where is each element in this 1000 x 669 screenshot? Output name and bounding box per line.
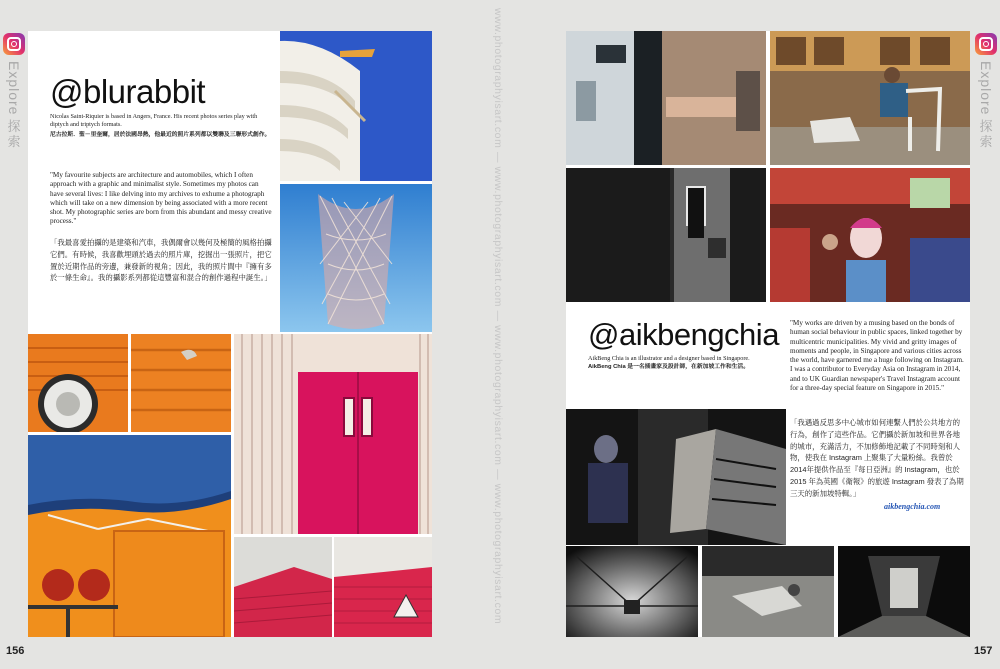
quote-en: "My works are driven by a musing based on the bonds of human social behaviour in public spaces, linked together by multicentric municipalities. My vivid and gritty images of moments and people, in Singapore and various cities across the world, have garnered me a huge following on Instagram. I was a contributor to Everyday Asia on Instagram in 2014, and to UK Guardian newspaper's Travel Instagram account for a three-day special feature on Singapore in 2015." xyxy=(790,319,964,393)
left-sidebar xyxy=(0,31,28,149)
instagram-icon xyxy=(975,33,997,55)
photo-bathroom-sleeper xyxy=(566,31,766,165)
bio-zh: AikBeng Chia 是一名插畫家及設計師，在新加坡工作和生活。 xyxy=(588,364,750,370)
photo-bw-man-lying xyxy=(702,546,834,637)
photo-orange-van-tarp xyxy=(28,435,231,637)
photo-pink-doors xyxy=(234,334,432,534)
explore-label: Explore xyxy=(6,61,22,116)
right-sidebar xyxy=(972,31,1000,149)
website-link[interactable]: aikbengchia.com xyxy=(884,502,941,511)
bio-zh: 尼古拉斯．聖－里奎爾，居於法國昂熱，他最近的照片系列都以雙聯及三聯形式創作。 xyxy=(50,132,271,138)
photo-lattice-tower xyxy=(280,184,432,332)
gutter-watermark: www.photographyisart.com — www.photographyisart.com — www.photographyisart.com — www.photographyisart.com xyxy=(492,8,504,625)
photo-man-in-chair xyxy=(770,31,970,165)
page-number-right: 157 xyxy=(974,645,993,657)
photo-opera-performer xyxy=(770,168,970,302)
photo-red-wall-sign xyxy=(334,537,432,637)
photo-dark-stairwell xyxy=(566,409,786,545)
profile-handle: @aikbengchia xyxy=(588,317,779,352)
quote-zh: 「我最喜愛拍攝的是建築和汽車，我偶爾會以幾何及極簡的風格拍攝它們。有時候，我喜歡埋頭於過去的照片庫，挖掘出一張照片，把它置於近期作品的旁邊，兼發新的視角；因此，我的照片間中『擁有多於一條生命』。我的攝影系列都從這豐富和混合的創作過程中誕生。」 xyxy=(50,238,272,283)
quote-en: "My favourite subjects are architecture and automobiles, which I often approach with a graphic and minimalist style. Sometimes my photos can have several lives: I like delving into my archives to exhume a photograph which will take on a new dimension by being associated with a more recent shot. My photographic series are born from this abundant and messy creative process." xyxy=(50,171,272,226)
photo-orange-car-panel xyxy=(131,334,231,432)
instagram-icon xyxy=(3,33,25,55)
profile-handle: @blurabbit xyxy=(50,73,206,110)
quote-zh: 「我遇過反思多中心城市如何連繫人們於公共地方的行為，創作了這些作品。它們攝於新加坡和世界各地的城市，充滿活力，不加修飾地記載了不同時刻和人物，使我在 Instagram 上聚集了大量粉絲。我曾於2014年提供作品至『每日亞洲』的 Instagram，也於 2015 年為英國《衛報》的旅遊 Instagram 發表了為期三天的新加坡特輯。」 xyxy=(790,418,964,498)
bio-en: Nicolas Saint-Riquier is based in Angers, France. His recent photos series play with diptych and triptych formats. xyxy=(50,113,258,128)
right-page xyxy=(566,31,970,637)
page-number-left: 156 xyxy=(6,645,25,657)
explore-label-zh: 探 索 xyxy=(979,119,993,150)
photo-balcony-architecture xyxy=(280,31,432,181)
photo-orange-car-headlight xyxy=(28,334,128,432)
photo-red-building xyxy=(234,537,332,637)
photo-dark-doorway-man xyxy=(566,168,766,302)
photo-bw-corridor xyxy=(838,546,970,637)
explore-label-zh: 探 索 xyxy=(7,119,21,150)
explore-label: Explore xyxy=(978,61,994,116)
photo-bw-wide-angle xyxy=(566,546,698,637)
bio-en: AikBeng Chia is an illustrator and a designer based in Singapore. xyxy=(588,355,750,362)
left-page xyxy=(28,31,432,637)
